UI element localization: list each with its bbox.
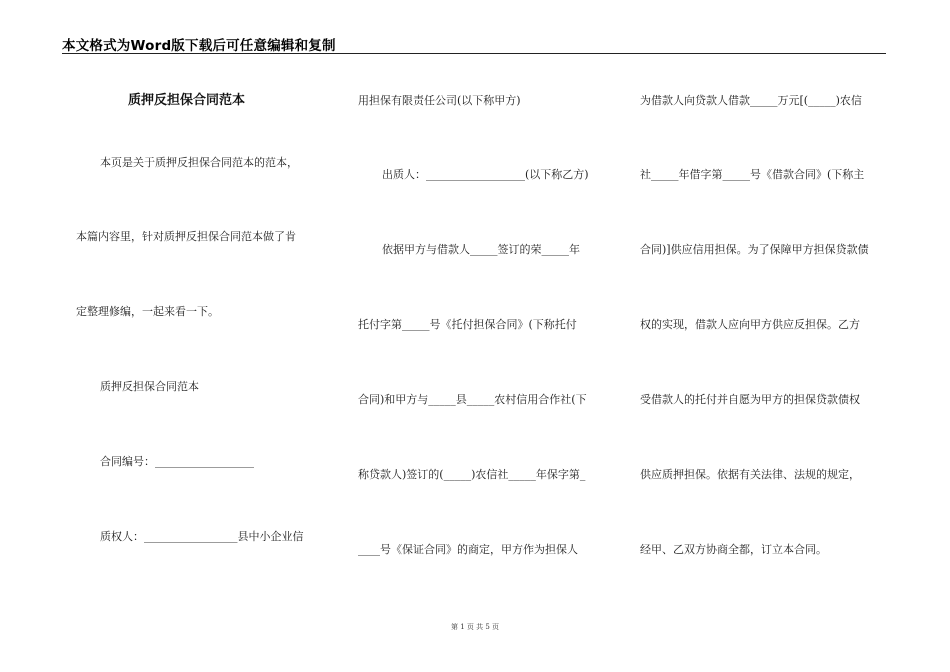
paragraph-line: 定整理修编，一起来看一下。: [76, 305, 219, 318]
paragraph-line: 合同)]供应信用担保。为了保障甲方担保贷款债: [640, 243, 869, 256]
paragraph-line: 依据甲方与借款人_____签订的荣_____年: [382, 243, 580, 256]
pledgor-line: 出质人：__________________(以下称乙方): [382, 168, 589, 181]
paragraph-line: 受借款人的托付并自愿为甲方的担保贷款债权: [640, 393, 860, 406]
page-header: 本文格式为Word版下载后可任意编辑和复制: [62, 38, 336, 54]
text-column-1: [76, 0, 328, 640]
paragraph-line: 供应质押担保。依据有关法律、法规的规定，: [640, 468, 860, 481]
paragraph-line: 托付字第_____号《托付担保合同》(下称托付: [358, 318, 577, 331]
text-column-2: [358, 0, 610, 640]
paragraph-line: 本页是关于质押反担保合同范本的范本，: [100, 156, 298, 169]
paragraph-line: 经甲、乙双方协商全都，订立本合同。: [640, 543, 827, 556]
paragraph-line: 合同)和甲方与_____县_____农村信用合作社(下: [358, 393, 587, 406]
section-heading: 质押反担保合同范本: [100, 380, 199, 393]
paragraph-line: 用担保有限责任公司(以下称甲方): [358, 94, 521, 107]
paragraph-line: 本篇内容里，针对质押反担保合同范本做了肯: [76, 230, 296, 243]
text-column-3: [640, 0, 892, 640]
page-number: 第 1 页 共 5 页: [450, 623, 500, 631]
document-title: 质押反担保合同范本: [128, 93, 246, 108]
contract-number-line: 合同编号：__________________: [100, 455, 254, 468]
paragraph-line: 社_____年借字第_____号《借款合同》(下称主: [640, 168, 865, 181]
paragraph-line: 为借款人向贷款人借款_____万元[(_____)农信: [640, 94, 862, 107]
paragraph-line: ____号《保证合同》的商定，甲方作为担保人: [358, 543, 578, 556]
paragraph-line: 称贷款人)签订的(_____)农信社_____年保字第_: [358, 468, 586, 481]
pledgee-line: 质权人：_________________县中小企业信: [100, 530, 304, 543]
paragraph-line: 权的实现，借款人应向甲方供应反担保。乙方: [640, 318, 860, 331]
